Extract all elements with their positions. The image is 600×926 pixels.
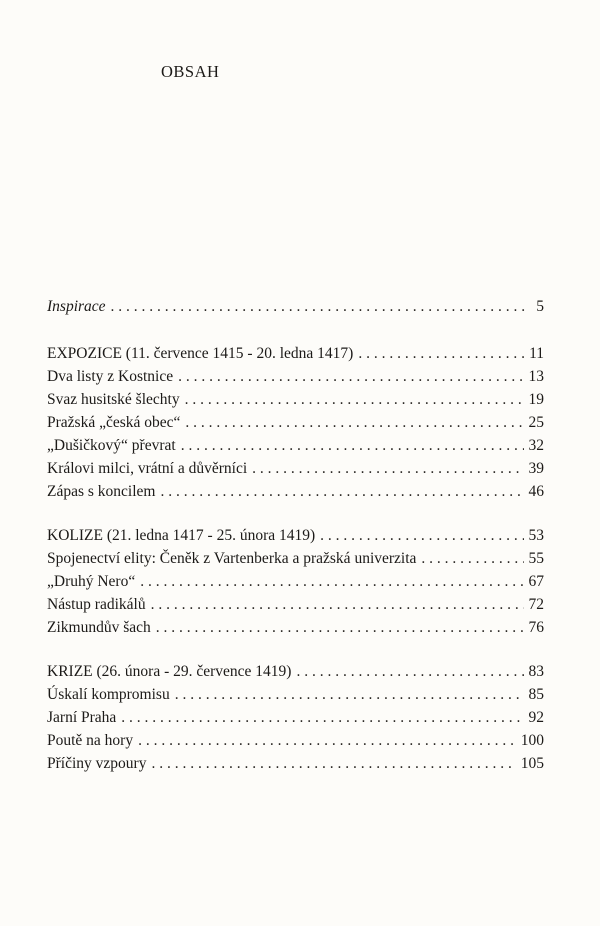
toc-entry-label: Nástup radikálů (47, 596, 146, 613)
toc-entry-label: „Druhý Nero“ (47, 573, 136, 590)
toc-entry-page: 100 (520, 732, 544, 749)
toc-entry-page: 19 (528, 391, 544, 408)
toc-entry (47, 524, 544, 547)
toc-entry-page: 5 (536, 298, 544, 315)
toc-entry (47, 480, 544, 503)
dot-leader (178, 365, 523, 388)
dot-leader (185, 388, 524, 411)
toc-entry-label: Jarní Praha (47, 709, 117, 726)
toc-entry (47, 295, 544, 318)
toc-entry-page: 83 (528, 663, 544, 680)
toc-entry-page: 32 (528, 437, 544, 454)
dot-leader (185, 411, 523, 434)
toc-section (47, 524, 544, 639)
toc-entry (47, 706, 544, 729)
toc-entry-label: Pražská „česká obec“ (47, 414, 181, 431)
dot-leader (156, 616, 524, 639)
toc-entry (47, 729, 544, 752)
toc-entry (47, 752, 544, 775)
toc-entry-page: 67 (528, 573, 544, 590)
toc-entry (47, 342, 544, 365)
toc-entry-page: 25 (528, 414, 544, 431)
toc-entry-page: 85 (528, 686, 544, 703)
toc-entry-page: 76 (528, 619, 544, 636)
toc-entry-label: Dva listy z Kostnice (47, 368, 174, 385)
table-of-contents (47, 295, 544, 796)
toc-entry (47, 388, 544, 411)
toc-entry (47, 616, 544, 639)
dot-leader (151, 593, 524, 616)
toc-entry (47, 547, 544, 570)
toc-entry (47, 683, 544, 706)
toc-entry (47, 411, 544, 434)
toc-entry-label: Úskalí kompromisu (47, 686, 170, 703)
dot-leader (421, 547, 523, 570)
toc-entry-label: Příčiny vzpoury (47, 755, 147, 772)
toc-entry-label: „Dušičkový“ převrat (47, 437, 176, 454)
toc-entry-label: Poutě na hory (47, 732, 134, 749)
toc-entry-label: Zikmundův šach (47, 619, 151, 636)
toc-entry-page: 11 (529, 345, 544, 362)
toc-entry-label: Královi milci, vrátní a důvěrníci (47, 460, 248, 477)
toc-entry-page: 72 (528, 596, 544, 613)
toc-entry-label: Inspirace (47, 298, 106, 315)
toc-entry-label: EXPOZICE (11. července 1415 - 20. ledna 1417) (47, 345, 354, 362)
toc-section (47, 660, 544, 775)
toc-section (47, 342, 544, 503)
toc-entry-page: 55 (528, 550, 544, 567)
dot-leader (140, 570, 523, 593)
toc-entry-label: KOLIZE (21. ledna 1417 - 25. února 1419) (47, 527, 316, 544)
dot-leader (151, 752, 515, 775)
dot-leader (296, 660, 523, 683)
toc-section (47, 295, 544, 318)
toc-entry-label: Zápas s koncilem (47, 483, 156, 500)
page-title: OBSAH (161, 62, 220, 81)
dot-leader (252, 457, 523, 480)
toc-entry (47, 365, 544, 388)
toc-entry (47, 457, 544, 480)
dot-leader (320, 524, 523, 547)
toc-entry (47, 434, 544, 457)
toc-entry (47, 570, 544, 593)
toc-entry-page: 13 (528, 368, 544, 385)
dot-leader (111, 295, 525, 318)
toc-entry-page: 53 (528, 527, 544, 544)
dot-leader (175, 683, 524, 706)
toc-entry-label: KRIZE (26. února - 29. července 1419) (47, 663, 292, 680)
toc-entry-page: 46 (528, 483, 544, 500)
toc-entry (47, 660, 544, 683)
toc-entry-page: 39 (528, 460, 544, 477)
dot-leader (181, 434, 524, 457)
dot-leader (358, 342, 524, 365)
toc-entry-label: Spojenectví elity: Čeněk z Vartenberka a pražská univerzita (47, 550, 417, 567)
dot-leader (138, 729, 516, 752)
dot-leader (160, 480, 523, 503)
toc-entry-page: 105 (520, 755, 544, 772)
toc-entry-page: 92 (528, 709, 544, 726)
dot-leader (121, 706, 523, 729)
toc-entry-label: Svaz husitské šlechty (47, 391, 180, 408)
toc-entry (47, 593, 544, 616)
